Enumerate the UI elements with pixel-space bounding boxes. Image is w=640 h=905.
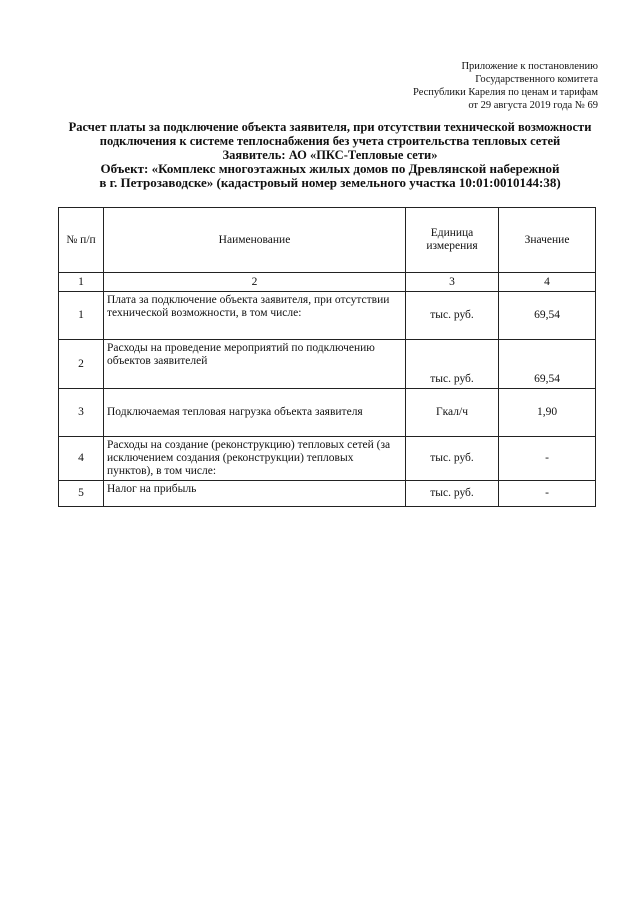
row-num: 2 <box>59 340 104 389</box>
row-value: - <box>499 481 596 507</box>
table-index-row <box>59 273 596 292</box>
appendix-line: от 29 августа 2019 года № 69 <box>468 100 598 111</box>
index-num: 1 <box>59 273 104 292</box>
heading-object-line: в г. Петрозаводске» (кадастровый номер земельного участка 10:01:0010144:38) <box>99 175 561 190</box>
row-name: Расходы на проведение мероприятий по подключению объектов заявителей <box>104 340 406 389</box>
table-header-row <box>59 208 596 273</box>
heading-title-line: подключения к системе теплоснабжения без учета строительства тепловых сетей <box>99 134 561 148</box>
row-num: 4 <box>59 437 104 481</box>
row-value: 1,90 <box>499 389 596 437</box>
row-value: - <box>499 437 596 481</box>
row-unit: Гкал/ч <box>406 389 499 437</box>
calculation-table <box>58 207 596 507</box>
table-row <box>59 437 596 481</box>
row-name: Плата за подключение объекта заявителя, при отсутствии технической возможности, в том числе: <box>104 292 406 340</box>
appendix-line: Приложение к постановлению <box>461 61 598 72</box>
header-value: Значение <box>499 208 596 273</box>
appendix-note <box>413 60 598 112</box>
row-name: Налог на прибыль <box>104 481 406 507</box>
table-row <box>59 340 596 389</box>
row-name: Расходы на создание (реконструкцию) тепловых сетей (за исключением создания (реконструкции) тепловых пунктов), в том числе: <box>104 437 406 481</box>
appendix-line: Республики Карелия по ценам и тарифам <box>413 87 598 98</box>
row-num: 5 <box>59 481 104 507</box>
row-value: 69,54 <box>499 292 596 340</box>
heading-title-line: Расчет платы за подключение объекта заявителя, при отсутствии технической возможности <box>68 120 592 134</box>
heading-applicant: Заявитель: АО «ПКС-Тепловые сети» <box>222 148 438 162</box>
row-name: Подключаемая тепловая нагрузка объекта заявителя <box>104 389 406 437</box>
header-unit: Единица измерения <box>406 208 499 273</box>
index-value: 4 <box>499 273 596 292</box>
row-num: 1 <box>59 292 104 340</box>
row-value: 69,54 <box>499 340 596 389</box>
table-row <box>59 481 596 507</box>
index-name: 2 <box>104 273 406 292</box>
row-unit: тыс. руб. <box>406 292 499 340</box>
row-unit: тыс. руб. <box>406 437 499 481</box>
row-unit: тыс. руб. <box>406 481 499 507</box>
row-num: 3 <box>59 389 104 437</box>
document-heading <box>60 120 600 190</box>
heading-object-line: Объект: «Комплекс многоэтажных жилых домов по Древлянской набережной <box>100 161 560 176</box>
table-row <box>59 389 596 437</box>
row-unit: тыс. руб. <box>406 340 499 389</box>
appendix-line: Государственного комитета <box>475 74 598 85</box>
header-num: № п/п <box>59 208 104 273</box>
index-unit: 3 <box>406 273 499 292</box>
header-name: Наименование <box>104 208 406 273</box>
table-row <box>59 292 596 340</box>
